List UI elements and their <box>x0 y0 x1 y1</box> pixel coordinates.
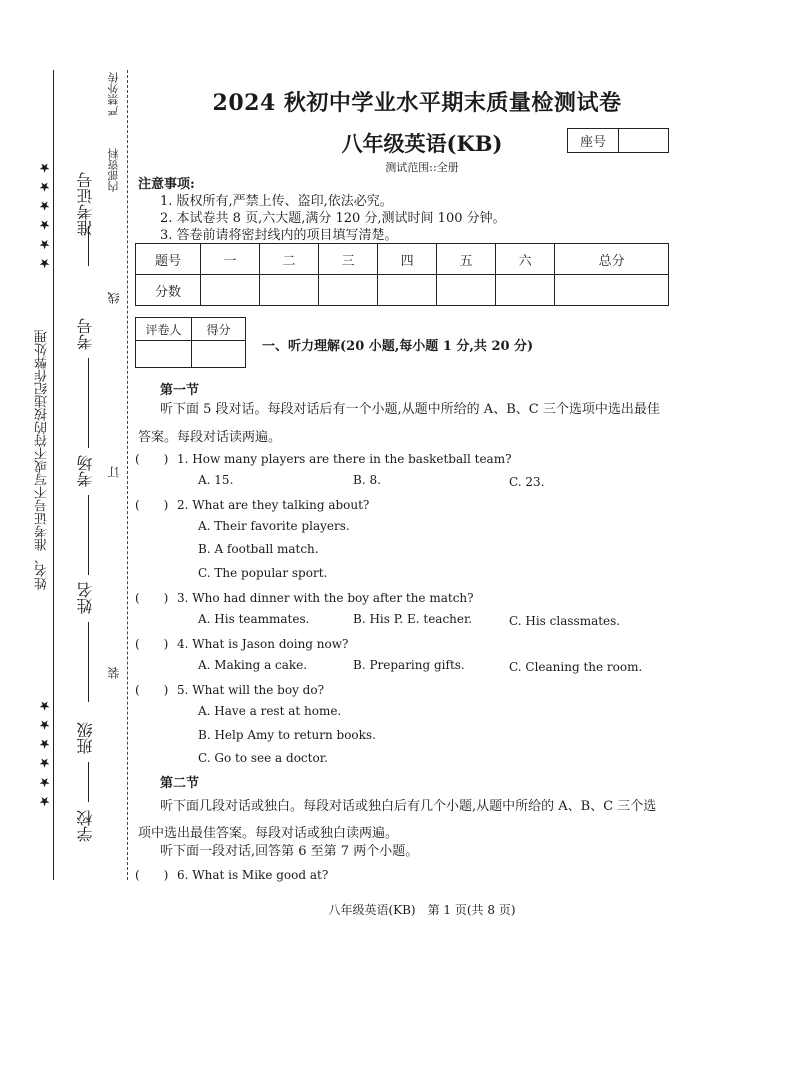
option-c: C. The popular sport. <box>198 566 328 580</box>
part2-instruction-listen: 听下面一段对话,回答第 6 至第 7 两个小题。 <box>160 844 419 859</box>
score-table <box>135 243 669 306</box>
note-item: 3. 答卷前请将密封线内的项目填写清楚。 <box>160 228 398 243</box>
stars-bottom: ★ ★ ★ ★ ★ ★ <box>37 697 52 808</box>
binding-line-left <box>53 70 54 880</box>
question-3 <box>135 589 474 606</box>
option-b: B. A football match. <box>198 542 319 556</box>
score-cell: 二 <box>260 244 319 275</box>
option-a: A. Making a cake. <box>198 658 308 672</box>
score-cell: 题号 <box>136 244 201 275</box>
name-label: 姓名 <box>76 582 95 614</box>
test-scope: 测试范围::全册 <box>385 161 459 174</box>
option-c: C. 23. <box>509 475 545 489</box>
school-label: 学校 <box>76 810 95 842</box>
part2-instruction: 听下面几段对话或独白。每段对话或独白后有几个小题,从题中所给的 A、B、C 三个选 <box>160 799 657 814</box>
question-5 <box>135 681 324 698</box>
option-c: C. Cleaning the room. <box>509 660 643 674</box>
exam-id-blank[interactable] <box>88 358 89 448</box>
score-input-cell[interactable] <box>378 275 437 306</box>
question-text: 1. How many players are there in the basketball team? <box>177 452 512 466</box>
page-title: 2024 秋初中学业水平期末质量检测试卷 <box>212 90 622 116</box>
score-row-label: 分数 <box>136 275 201 306</box>
grader-header: 得分 <box>192 318 246 341</box>
score-table-value-row <box>136 275 669 306</box>
option-a: A. His teammates. <box>198 612 310 626</box>
score-input-cell[interactable] <box>201 275 260 306</box>
answer-blank[interactable]: ( ) <box>135 591 169 605</box>
option-b: B. 8. <box>353 473 381 487</box>
score-cell: 总分 <box>555 244 669 275</box>
answer-blank[interactable]: ( ) <box>135 637 169 651</box>
grader-header: 评卷人 <box>136 318 192 341</box>
venue-label: 考场 <box>76 455 95 487</box>
question-4 <box>135 635 348 652</box>
class-label: 班级 <box>76 722 95 754</box>
class-blank[interactable] <box>88 762 89 802</box>
question-text: 5. What will the boy do? <box>177 683 325 697</box>
option-c: C. His classmates. <box>509 614 621 628</box>
answer-blank[interactable]: ( ) <box>135 498 169 512</box>
venue-blank[interactable] <box>88 495 89 575</box>
note-item: 2. 本试卷共 8 页,六大题,满分 120 分,测试时间 100 分钟。 <box>160 211 506 226</box>
question-text: 2. What are they talking about? <box>177 498 370 512</box>
option-c: C. Go to see a doctor. <box>198 751 328 765</box>
binding-line-right <box>127 70 128 880</box>
section-title: 一、听力理解(20 小题,每小题 1 分,共 20 分) <box>262 339 534 354</box>
page-subtitle: 八年级英语(KB) <box>341 131 503 156</box>
question-text: 6. What is Mike good at? <box>177 868 329 882</box>
option-b: B. Help Amy to return books. <box>198 728 376 742</box>
score-input-cell[interactable] <box>496 275 555 306</box>
note-item: 1. 版权所有,严禁上传、盗印,依法必究。 <box>160 194 393 209</box>
answer-blank[interactable]: ( ) <box>135 452 169 466</box>
question-6 <box>135 866 328 883</box>
part2-instruction-cont: 项中选出最佳答案。每段对话或独白读两遍。 <box>138 826 399 841</box>
answer-blank[interactable]: ( ) <box>135 868 169 882</box>
score-input-cell[interactable] <box>319 275 378 306</box>
score-table-header-row <box>136 244 669 275</box>
part1-heading: 第一节 <box>160 383 200 398</box>
question-text: 3. Who had dinner with the boy after the match? <box>177 591 474 605</box>
part1-instruction: 听下面 5 段对话。每段对话后有一个小题,从题中所给的 A、B、C 三个选项中选出最佳 <box>160 402 660 417</box>
question-text: 4. What is Jason doing now? <box>177 637 349 651</box>
score-cell: 六 <box>496 244 555 275</box>
score-input-cell[interactable] <box>437 275 496 306</box>
option-b: B. His P. E. teacher. <box>353 612 473 626</box>
part2-heading: 第二节 <box>160 776 200 791</box>
exam-number-blank[interactable] <box>88 226 89 266</box>
option-a: A. Their favorite players. <box>198 519 350 533</box>
score-cell: 一 <box>201 244 260 275</box>
question-2 <box>135 496 369 513</box>
score-cell: 三 <box>319 244 378 275</box>
option-b: B. Preparing gifts. <box>353 658 465 672</box>
question-1 <box>135 450 512 467</box>
exam-number-label: 准考证号 <box>76 172 95 236</box>
exam-id-label: 考号 <box>76 318 95 350</box>
seal-line-mark: 线 <box>107 292 121 304</box>
grader-table <box>135 317 246 368</box>
score-input-cell[interactable] <box>555 275 669 306</box>
seat-number-label: 座号 <box>568 129 619 152</box>
stars-top: ★ ★ ★ ★ ★ ★ <box>37 159 52 270</box>
answer-blank[interactable]: ( ) <box>135 683 169 697</box>
option-a: A. Have a rest at home. <box>198 704 342 718</box>
score-cell: 五 <box>437 244 496 275</box>
top-right-mark: 严禁外传 <box>107 72 120 116</box>
seal-ding-mark: 订 <box>107 466 121 478</box>
seat-number-field[interactable] <box>619 129 668 152</box>
grader-input-cell[interactable] <box>136 341 192 368</box>
warning-text: 姓名、准考证号不写或不符的按违纪作弊处理 <box>35 330 50 590</box>
score-cell: 四 <box>378 244 437 275</box>
seat-number-box <box>567 128 669 153</box>
score-input-cell[interactable] <box>260 275 319 306</box>
seal-zhuang-mark: 装 <box>107 667 121 679</box>
page-footer: 八年级英语(KB) 第 1 页(共 8 页) <box>328 903 516 917</box>
option-a: A. 15. <box>198 473 234 487</box>
inner-material-mark: 内部资料 <box>107 148 120 192</box>
grader-input-cell[interactable] <box>192 341 246 368</box>
part1-instruction-cont: 答案。每段对话读两遍。 <box>138 430 282 445</box>
name-blank[interactable] <box>88 622 89 702</box>
notes-heading: 注意事项: <box>138 177 195 192</box>
